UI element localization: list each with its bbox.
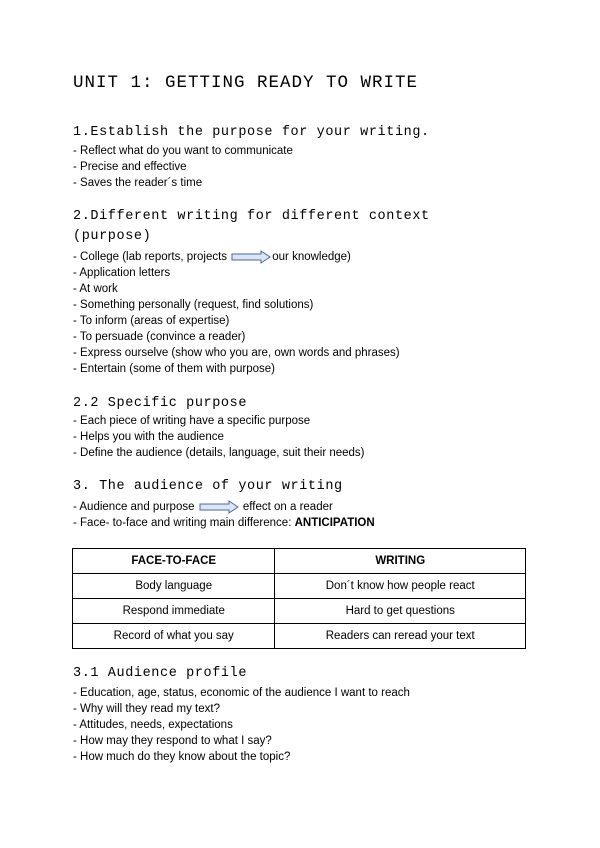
- section-1-heading: 1.Establish the purpose for your writing.: [73, 125, 430, 140]
- list-item: - Application letters: [73, 267, 171, 279]
- list-item: - Why will they read my text?: [73, 703, 220, 715]
- list-item: - Helps you with the audience: [73, 431, 224, 443]
- list-item: [73, 515, 375, 531]
- list-item: - To persuade (convince a reader): [73, 331, 246, 343]
- list-item: - Each piece of writing have a specific purpose: [73, 415, 311, 427]
- list-item: - At work: [73, 283, 118, 295]
- arrow-right-icon: [231, 250, 271, 264]
- table-row: [73, 624, 526, 649]
- column-header: FACE-TO-FACE: [73, 549, 275, 574]
- table-row: [73, 599, 526, 624]
- table-header-row: [73, 549, 526, 574]
- list-item: - Express ourselve (show who you are, own words and phrases): [73, 347, 400, 359]
- list-item-text: - Face- to-face and writing main difference:: [73, 517, 295, 529]
- section-3-1-heading: 3.1 Audience profile: [73, 666, 248, 681]
- list-item: - Something personally (request, find solutions): [73, 299, 314, 311]
- section-2-2-heading: 2.2 Specific purpose: [73, 396, 248, 411]
- table-cell: Don´t know how people react: [275, 574, 526, 599]
- table-row: [73, 574, 526, 599]
- section-3-heading: 3. The audience of your writing: [73, 479, 343, 494]
- list-item: - Attitudes, needs, expectations: [73, 719, 233, 731]
- page-title: UNIT 1: GETTING READY TO WRITE: [73, 73, 419, 93]
- section-2-heading-cont: (purpose): [73, 229, 152, 244]
- list-item-text: - Audience and purpose: [73, 501, 195, 513]
- list-item-text: effect on a reader: [242, 501, 333, 513]
- list-item: [73, 499, 333, 515]
- comparison-table: [72, 548, 526, 649]
- table-cell: Readers can reread your text: [275, 624, 526, 649]
- column-header: WRITING: [275, 549, 526, 574]
- list-item: [73, 249, 351, 265]
- section-2-heading: 2.Different writing for different context: [73, 209, 430, 224]
- table-cell: Respond immediate: [73, 599, 275, 624]
- list-item-text: our knowledge): [272, 251, 351, 263]
- list-item: - Define the audience (details, language, suit their needs): [73, 447, 365, 459]
- list-item: - Education, age, status, economic of the audience I want to reach: [73, 687, 410, 699]
- list-item: - Entertain (some of them with purpose): [73, 363, 275, 375]
- arrow-right-icon: [199, 500, 239, 514]
- list-item: - How may they respond to what I say?: [73, 735, 272, 747]
- list-item: - How much do they know about the topic?: [73, 751, 291, 763]
- list-item: - To inform (areas of expertise): [73, 315, 230, 327]
- table-cell: Record of what you say: [73, 624, 275, 649]
- list-item: - Reflect what do you want to communicate: [73, 145, 293, 157]
- list-item: - Precise and effective: [73, 161, 187, 173]
- list-item: - Saves the reader´s time: [73, 177, 203, 189]
- table-cell: Body language: [73, 574, 275, 599]
- list-item-text: - College (lab reports, projects: [73, 251, 228, 263]
- emphasis-text: ANTICIPATION: [294, 517, 375, 529]
- table-cell: Hard to get questions: [275, 599, 526, 624]
